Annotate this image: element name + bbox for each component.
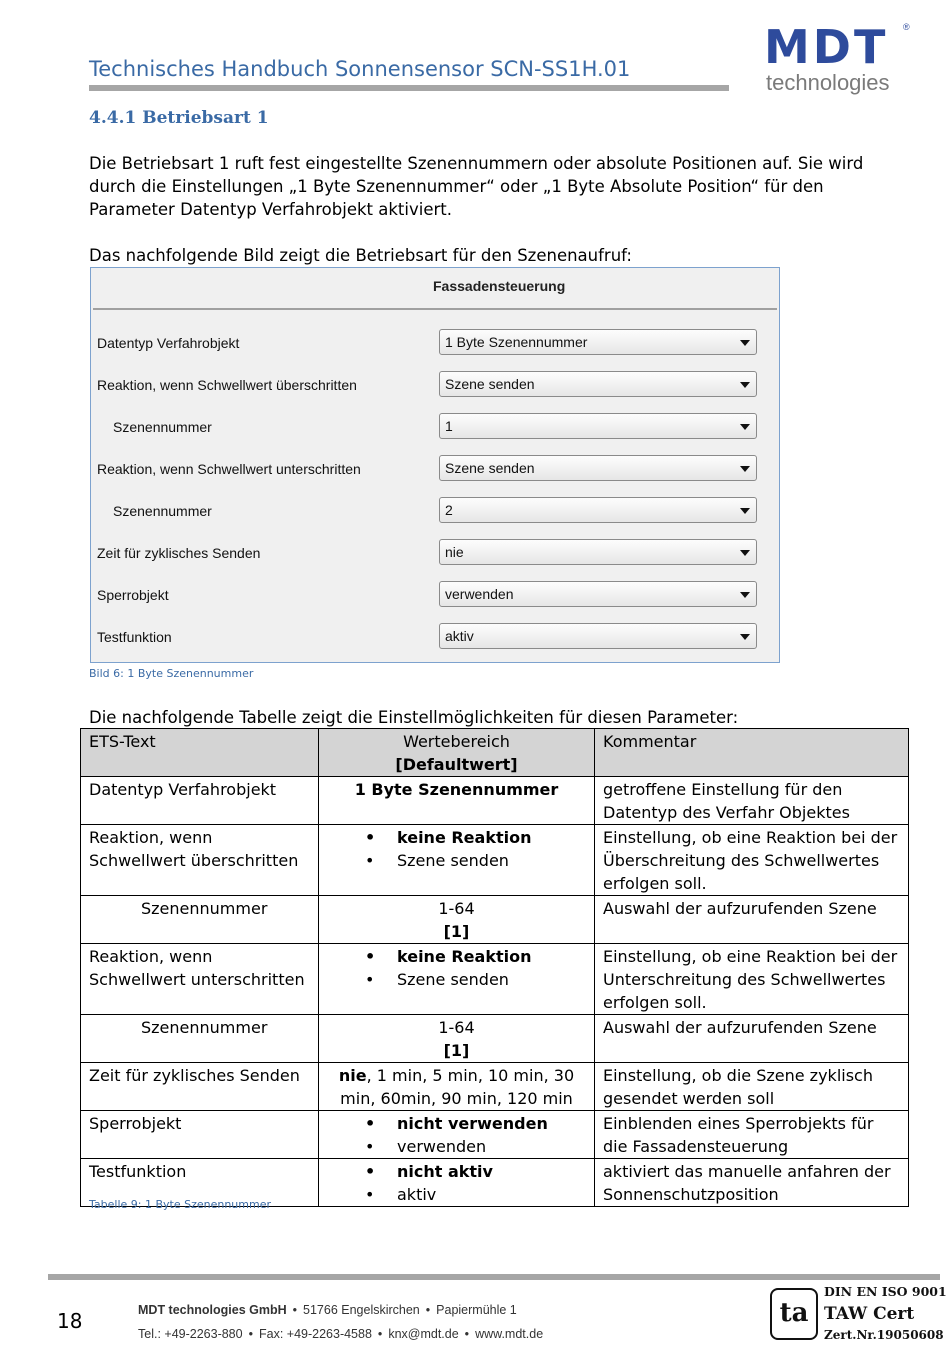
dialog-label: Zeit für zyklisches Senden [97,545,261,561]
table-row [81,896,909,944]
table-header-row [81,729,909,777]
cell-comment: Einblenden eines Sperrobjekts für die Fassadensteuerung [595,1111,909,1159]
cell-ets: Zeit für zyklisches Senden [81,1063,319,1111]
chevron-down-icon [740,550,750,556]
ets-parameter-dialog [90,267,780,663]
document-title: Technisches Handbuch Sonnensensor SCN-SS1H.01 [89,57,631,81]
cell-range: 1 Byte Szenennummer [319,777,595,825]
header-divider [89,85,729,91]
cell-range [319,825,595,896]
bullet-separator: • [248,1327,253,1341]
mdt-logo [762,22,912,102]
cell-comment: getroffene Einstellung für den Datentyp des Verfahr Objektes [595,777,909,825]
dialog-label: Szenennummer [113,419,212,435]
footer-company: MDT technologies GmbH [138,1303,287,1317]
cell-range [319,944,595,1015]
select-value: 2 [445,502,453,518]
dialog-label: Datentyp Verfahrobjekt [97,335,240,351]
intro-paragraph: Die Betriebsart 1 ruft fest eingestellte Szenennummern oder absolute Positionen auf. Sie wird durch die Einstellungen „1 Byte Szenennummer“ oder „1 Byte Absolute Position“ für den Parameter Datentyp Verfahrobjekt aktiviert. [89,154,864,219]
page-number: 18 [57,1309,83,1333]
cell-range [319,1159,595,1207]
footer-web-link[interactable]: www.mdt.de [475,1327,544,1341]
sperrobjekt-select[interactable] [439,581,757,607]
select-value: verwenden [445,586,514,602]
dialog-row-zyklisch [91,539,779,569]
chevron-down-icon [740,634,750,640]
table-row [81,1063,909,1111]
dialog-label: Sperrobjekt [97,587,169,603]
default-value: nie [338,1066,367,1085]
reaktion-ueber-select[interactable] [439,371,757,397]
bullet-separator: • [425,1303,431,1317]
option: • aktiv [359,1183,586,1206]
option: • verwenden [359,1135,586,1158]
default-value: [1] [443,1041,470,1060]
table-row [81,777,909,825]
cell-ets: Datentyp Verfahrobjekt [81,777,319,825]
table-row [81,944,909,1015]
chevron-down-icon [740,382,750,388]
szenennummer-2-select[interactable] [439,497,757,523]
cell-comment: Einstellung, ob eine Reaktion bei der Unterschreitung des Schwellwertes erfolgen soll. [595,944,909,1015]
szenennummer-1-select[interactable] [439,413,757,439]
table-row [81,825,909,896]
cell-ets: Testfunktion [81,1159,319,1207]
taw-cert-logo-icon: ta [770,1288,818,1340]
chevron-down-icon [740,466,750,472]
cert-number: Zert.Nr.19050608 [824,1328,944,1342]
footer-tel: Tel.: +49-2263-880 [138,1327,243,1341]
header-ets-text: ETS-Text [81,729,319,777]
option-default: • nicht aktiv [359,1160,586,1183]
option: • Szene senden [359,968,586,991]
header-wertebereich [319,729,595,777]
cell-ets: Reaktion, wenn Schwellwert überschritten [81,825,319,896]
cell-comment: Einstellung, ob die Szene zyklisch gesendet werden soll [595,1063,909,1111]
option-default: • keine Reaktion [359,945,586,968]
figure-intro-paragraph: Das nachfolgende Bild zeigt die Betriebsart für den Szenenaufruf: [89,246,632,265]
registered-mark: ® [903,22,910,32]
header-kommentar: Kommentar [595,729,909,777]
bullet-separator: • [464,1327,470,1341]
cell-range [319,1111,595,1159]
cell-comment: Auswahl der aufzurufenden Szene [595,1015,909,1063]
dialog-row-szenennummer-2 [91,497,779,527]
datentyp-select[interactable] [439,329,757,355]
default-value: [1] [443,922,470,941]
cell-range [319,896,595,944]
option: • Szene senden [359,849,586,872]
select-value: nie [445,544,464,560]
cell-ets: Szenennummer [81,896,319,944]
dialog-label: Reaktion, wenn Schwellwert überschritten [97,377,357,393]
option-default: • keine Reaktion [359,826,586,849]
footer-contact [138,1327,543,1341]
cert-standard: DIN EN ISO 9001 [824,1284,947,1299]
option-default: • nicht verwenden [359,1112,586,1135]
dialog-row-szenennummer-1 [91,413,779,443]
parameter-table [80,728,909,1207]
section-heading: 4.4.1 Betriebsart 1 [89,108,269,128]
iso-certificate-badge [768,1284,947,1346]
cert-issuer: TAW Cert [824,1304,915,1324]
cell-range [319,1015,595,1063]
footer-divider [48,1274,940,1280]
reaktion-unter-select[interactable] [439,455,757,481]
logo-subtitle: technologies [766,70,890,95]
cell-comment: Auswahl der aufzurufenden Szene [595,896,909,944]
chevron-down-icon [740,592,750,598]
range-value: , 1 min, 5 min, 10 min, 30 min, 60min, 90 min, 120 min [340,1066,575,1108]
dialog-row-reaktion-ueber [91,371,779,401]
table-caption: Tabelle 9: 1 Byte Szenennummer [89,1198,271,1211]
footer-fax: Fax: +49-2263-4588 [258,1327,372,1341]
cell-range [319,1063,595,1111]
footer-street: Papiermühle 1 [436,1303,517,1317]
table-row [81,1111,909,1159]
footer-city: 51766 Engelskirchen [303,1303,420,1317]
bullet-separator: • [292,1303,298,1317]
cell-ets: Reaktion, wenn Schwellwert unterschritten [81,944,319,1015]
dialog-row-reaktion-unter [91,455,779,485]
dialog-header [93,270,777,310]
dialog-label: Szenennummer [113,503,212,519]
table-row [81,1015,909,1063]
header-default-label: [Defaultwert] [395,755,518,774]
cell-comment: aktiviert das manuelle anfahren der Sonnenschutzposition [595,1159,909,1207]
select-value: Szene senden [445,460,535,476]
footer-email-link[interactable]: knx@mdt.de [388,1327,459,1341]
footer-address [138,1303,517,1317]
chevron-down-icon [740,340,750,346]
cell-comment: Einstellung, ob eine Reaktion bei der Überschreitung des Schwellwertes erfolgen soll. [595,825,909,896]
zyklisch-select[interactable] [439,539,757,565]
testfunktion-select[interactable] [439,623,757,649]
select-value: aktiv [445,628,474,644]
select-value: Szene senden [445,376,535,392]
figure-caption: Bild 6: 1 Byte Szenennummer [89,667,254,680]
header-range-label: Wertebereich [403,732,510,751]
logo-mark: MDT [764,20,889,74]
cell-ets: Szenennummer [81,1015,319,1063]
dialog-label: Reaktion, wenn Schwellwert unterschritten [97,461,361,477]
chevron-down-icon [740,508,750,514]
dialog-row-testfunktion [91,623,779,653]
table-intro-paragraph: Die nachfolgende Tabelle zeigt die Einstellmöglichkeiten für diesen Parameter: [89,708,739,727]
chevron-down-icon [740,424,750,430]
range-value: 1-64 [438,1018,475,1037]
select-value: 1 Byte Szenennummer [445,334,588,350]
dialog-row-datentyp [91,329,779,359]
dialog-row-sperrobjekt [91,581,779,611]
select-value: 1 [445,418,453,434]
bullet-separator: • [377,1327,383,1341]
range-value: 1-64 [438,899,475,918]
cell-ets: Sperrobjekt [81,1111,319,1159]
dialog-label: Testfunktion [97,629,172,645]
dialog-title: Fassadensteuerung [433,278,566,294]
